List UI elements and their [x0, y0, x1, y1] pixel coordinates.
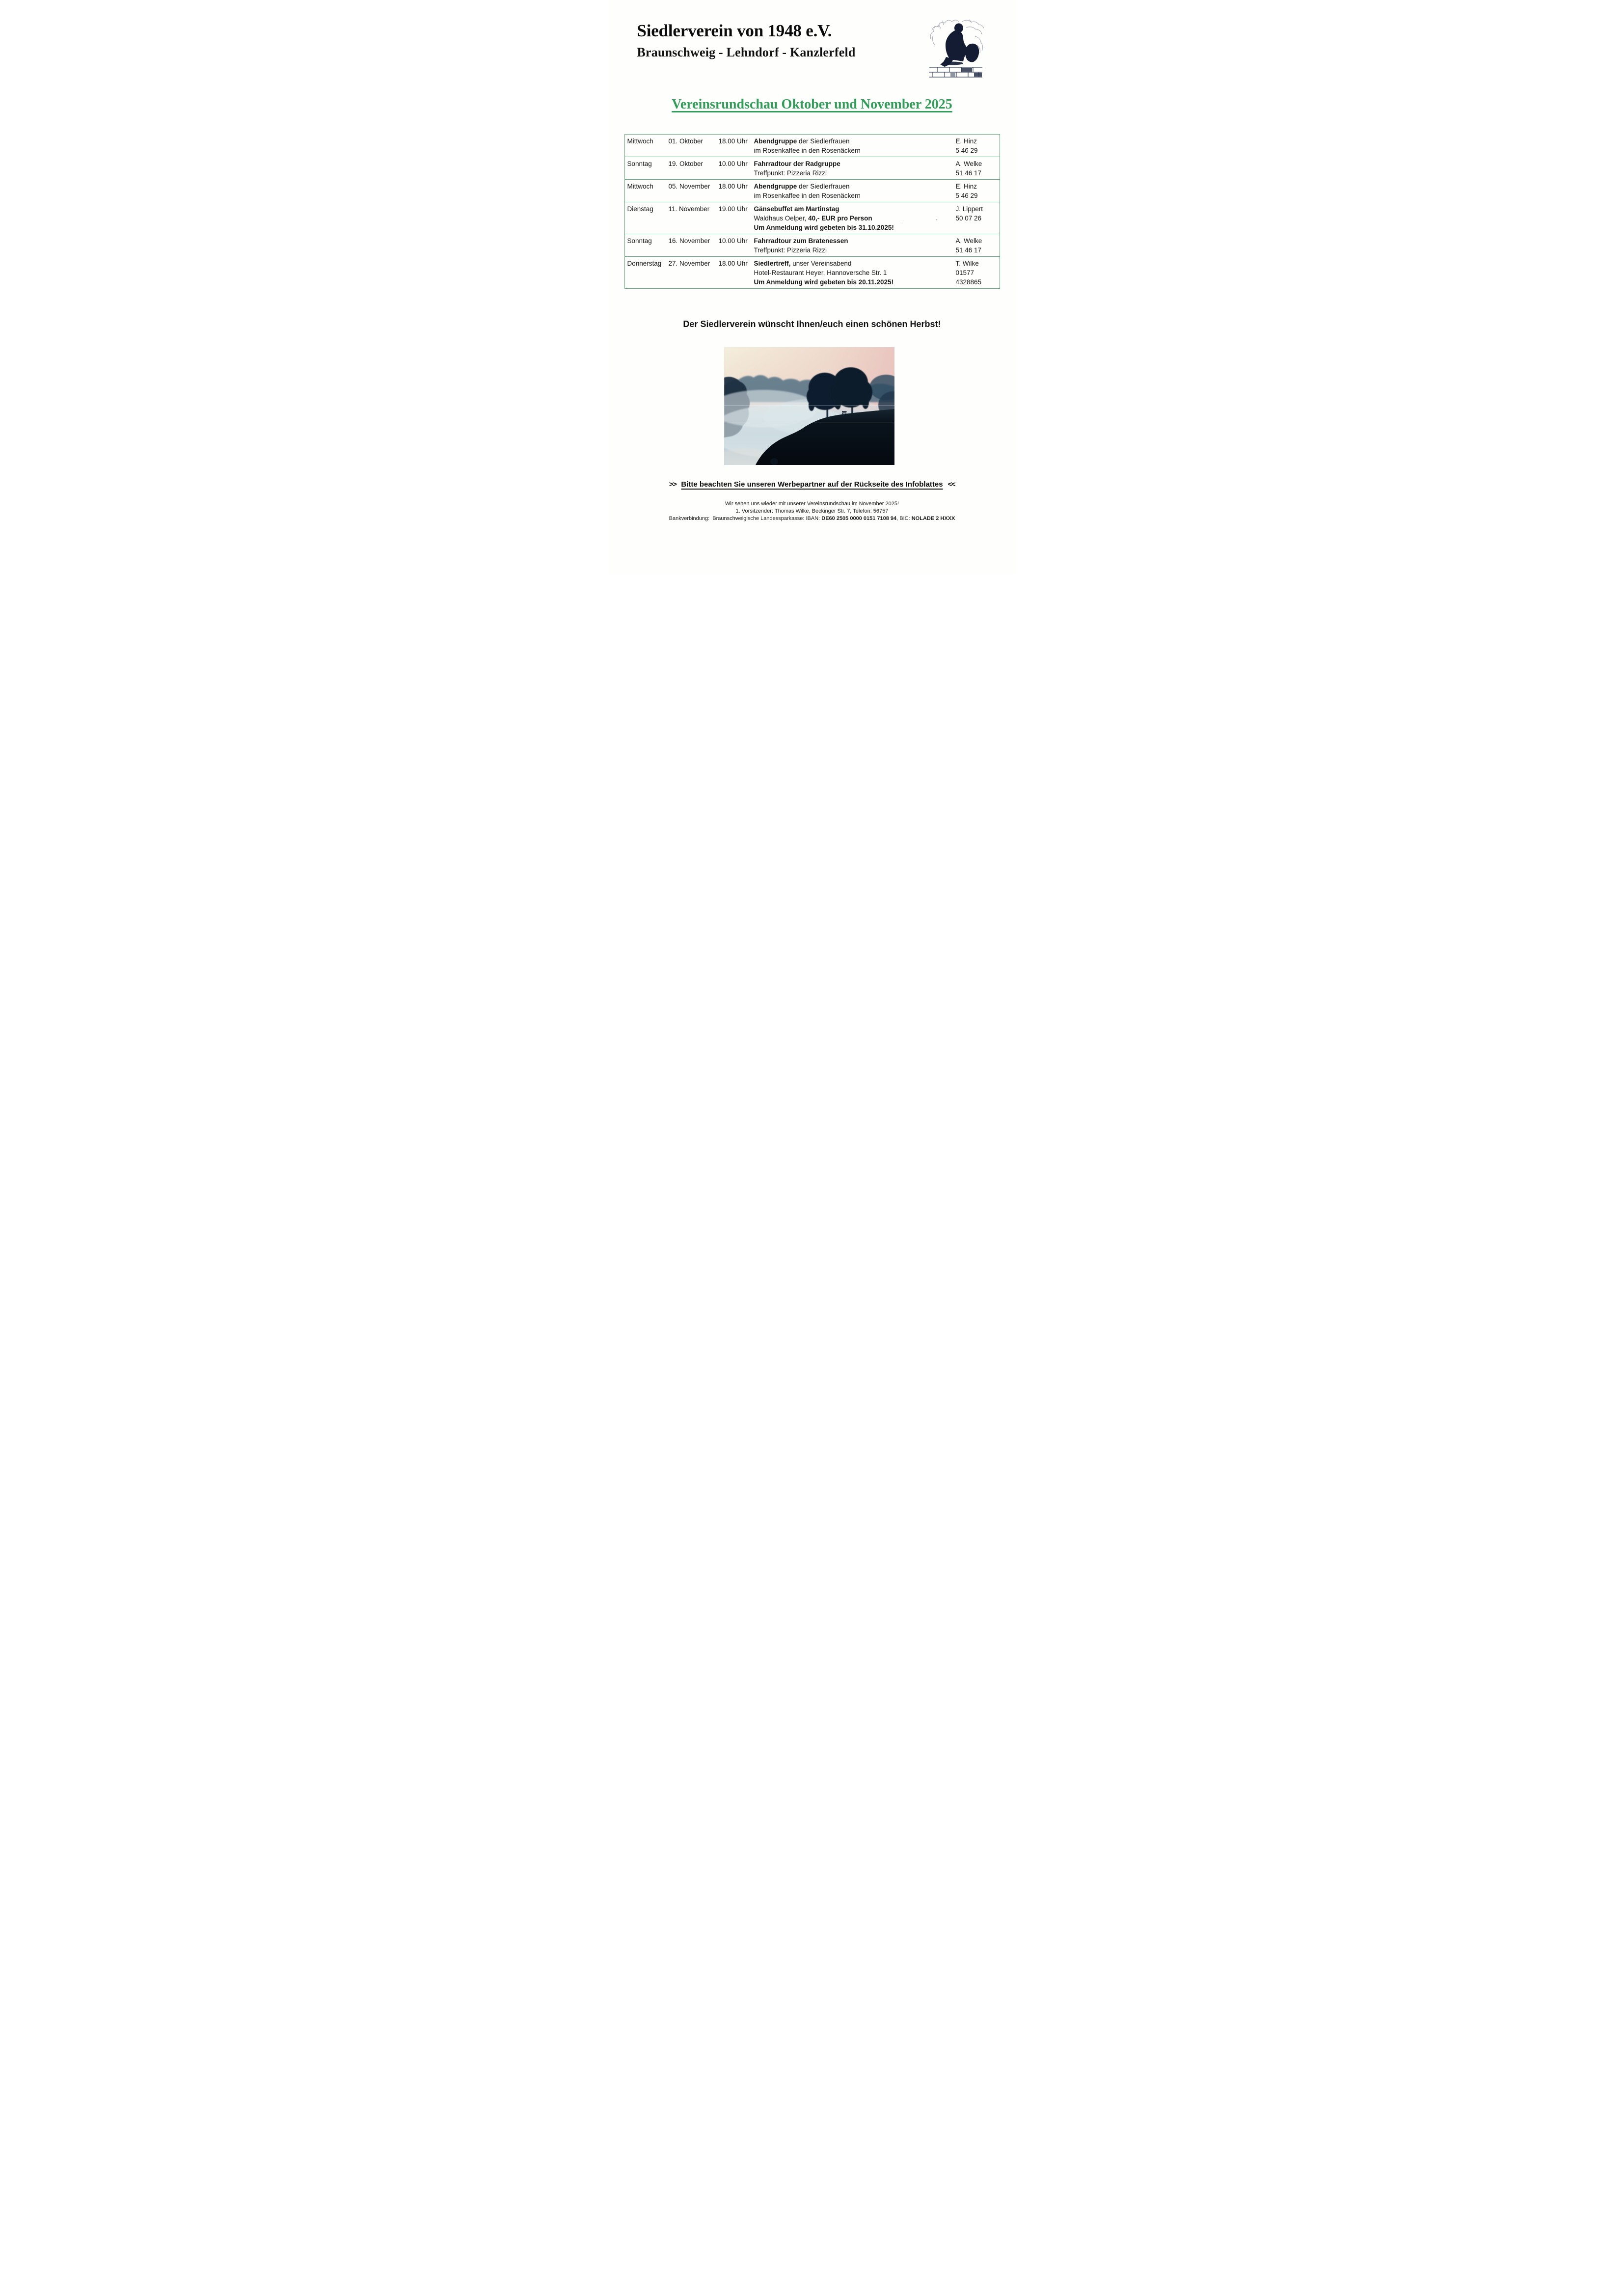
- contact-cell: [956, 236, 1000, 255]
- description-line: [754, 236, 956, 246]
- time-cell: 18.00 Uhr: [718, 183, 748, 190]
- day-cell: Mittwoch: [627, 183, 653, 190]
- description-segment: der Siedlerfrauen: [797, 137, 850, 145]
- day-cell: Mittwoch: [627, 137, 653, 145]
- contact-line: 51 46 17: [955, 246, 982, 254]
- time-cell: 19.00 Uhr: [718, 205, 748, 213]
- description-cell: [754, 182, 956, 200]
- lake-photo-illustration: [724, 347, 894, 465]
- schedule-table: [624, 134, 1000, 289]
- description-segment: Waldhaus Oelper,: [754, 215, 809, 222]
- contact-line: E. Hinz: [955, 137, 977, 145]
- autumn-lake-photo: [724, 347, 894, 465]
- org-title: Siedlerverein von 1948 e.V.: [637, 21, 832, 40]
- contact-line: A. Welke: [955, 237, 982, 245]
- description-segment: unser Vereinsabend: [790, 260, 852, 267]
- table-row: [625, 180, 1000, 202]
- contact-cell: [956, 204, 1000, 232]
- contact-line: E. Hinz: [955, 183, 977, 190]
- footer-chairman: 1. Vorsitzender: Thomas Wilke, Beckinger Str. 7, Telefon: 56757: [735, 508, 889, 514]
- contact-line: T. Wilke: [955, 260, 979, 267]
- table-row: [625, 202, 1000, 234]
- description-segment: Treffpunkt: Pizzeria Rizzi: [754, 246, 827, 254]
- date-cell: 16. November: [668, 237, 710, 245]
- table-row: [625, 257, 1000, 288]
- footer-next-issue: Wir sehen uns wieder mit unserer Vereinsrundschau im November 2025!: [725, 501, 899, 507]
- description-line: [754, 137, 956, 146]
- advert-notice: [609, 480, 1015, 489]
- close-chevrons: <<: [947, 480, 955, 489]
- description-segment: Fahrradtour zum Bratenessen: [754, 237, 848, 245]
- description-line: [754, 191, 956, 200]
- description-segment: Siedlertreff,: [754, 260, 791, 267]
- description-segment: 40,- EUR pro Person: [808, 215, 872, 222]
- description-line: [754, 146, 956, 155]
- contact-cell: [956, 182, 1000, 200]
- contact-line: 50 07 26: [955, 215, 982, 222]
- description-segment: Abendgruppe: [754, 137, 797, 145]
- description-segment: Fahrradtour der Radgruppe: [754, 160, 840, 167]
- date-cell: 11. November: [668, 205, 710, 213]
- contact-line: 5 46 29: [955, 192, 978, 199]
- day-cell: Donnerstag: [627, 260, 662, 267]
- description-line: [754, 277, 956, 287]
- contact-line: 5 46 29: [955, 147, 978, 154]
- description-cell: [754, 236, 956, 255]
- org-location: Braunschweig - Lehndorf - Kanzlerfeld: [637, 45, 856, 59]
- contact-line: 4328865: [955, 278, 982, 286]
- day-cell: Dienstag: [627, 205, 653, 213]
- description-segment: im Rosenkaffee in den Rosenäckern: [754, 192, 861, 199]
- description-cell: [754, 159, 956, 178]
- time-cell: 18.00 Uhr: [718, 260, 748, 267]
- advert-notice-text: Bitte beachten Sie unseren Werbepartner auf der Rückseite des Infoblattes: [681, 480, 943, 489]
- description-line: [754, 223, 956, 232]
- footer-segment: NOLADE 2 HXXX: [911, 516, 955, 521]
- time-cell: 18.00 Uhr: [718, 137, 748, 145]
- scan-speck: ’: [902, 219, 904, 224]
- description-cell: [754, 137, 956, 155]
- table-row: [625, 157, 1000, 180]
- description-line: [754, 246, 956, 255]
- description-cell: [754, 204, 956, 232]
- time-cell: 10.00 Uhr: [718, 160, 748, 167]
- description-segment: Treffpunkt: Pizzeria Rizzi: [754, 169, 827, 177]
- description-segment: Um Anmeldung wird gebeten bis 31.10.2025!: [754, 224, 894, 231]
- description-segment: Hotel-Restaurant Heyer, Hannoversche Str. 1: [754, 269, 887, 276]
- newsletter-title: [609, 97, 1015, 112]
- description-cell: [754, 259, 956, 287]
- contact-line: A. Welke: [955, 160, 982, 167]
- description-line: [754, 214, 956, 223]
- date-cell: 05. November: [668, 183, 710, 190]
- description-segment: Um Anmeldung wird gebeten bis 20.11.2025!: [754, 278, 894, 286]
- contact-line: 51 46 17: [955, 169, 982, 177]
- table-row: [625, 234, 1000, 257]
- description-line: [754, 159, 956, 168]
- open-chevrons: >>: [669, 480, 677, 489]
- newsletter-title-text: Vereinsrundschau Oktober und November 2025: [672, 97, 952, 112]
- date-cell: 01. Oktober: [668, 137, 704, 145]
- description-line: [754, 204, 956, 214]
- date-cell: 19. Oktober: [668, 160, 704, 167]
- description-segment: Gänsebuffet am Martinstag: [754, 205, 839, 213]
- scan-speck: ”: [936, 219, 938, 223]
- time-cell: 10.00 Uhr: [718, 237, 748, 245]
- date-cell: 27. November: [668, 260, 710, 267]
- footer-segment: , BIC:: [896, 516, 912, 521]
- description-line: [754, 182, 956, 191]
- footer-bank-line: [609, 515, 1015, 522]
- contact-line: 01577: [955, 269, 974, 276]
- contact-cell: [956, 159, 1000, 178]
- kneeling-gardener-icon: [928, 14, 984, 80]
- description-line: [754, 268, 956, 277]
- contact-cell: [956, 137, 1000, 155]
- day-cell: Sonntag: [627, 237, 652, 245]
- footer-segment: DE60 2505 0000 0151 7108 94: [821, 516, 897, 521]
- footer-segment: Bankverbindung: Braunschweigische Landessparkasse: IBAN:: [669, 516, 822, 521]
- contact-line: J. Lippert: [955, 205, 983, 213]
- footer: [609, 500, 1015, 522]
- description-segment: Abendgruppe: [754, 183, 797, 190]
- club-logo: [928, 14, 984, 80]
- description-segment: im Rosenkaffee in den Rosenäckern: [754, 147, 861, 154]
- description-line: [754, 259, 956, 268]
- day-cell: Sonntag: [627, 160, 652, 167]
- contact-cell: [956, 259, 1000, 287]
- newsletter-page: [609, 0, 1015, 574]
- description-line: [754, 168, 956, 178]
- table-row: [625, 135, 1000, 157]
- description-segment: der Siedlerfrauen: [797, 183, 850, 190]
- greeting-line: Der Siedlerverein wünscht Ihnen/euch einen schönen Herbst!: [683, 319, 941, 329]
